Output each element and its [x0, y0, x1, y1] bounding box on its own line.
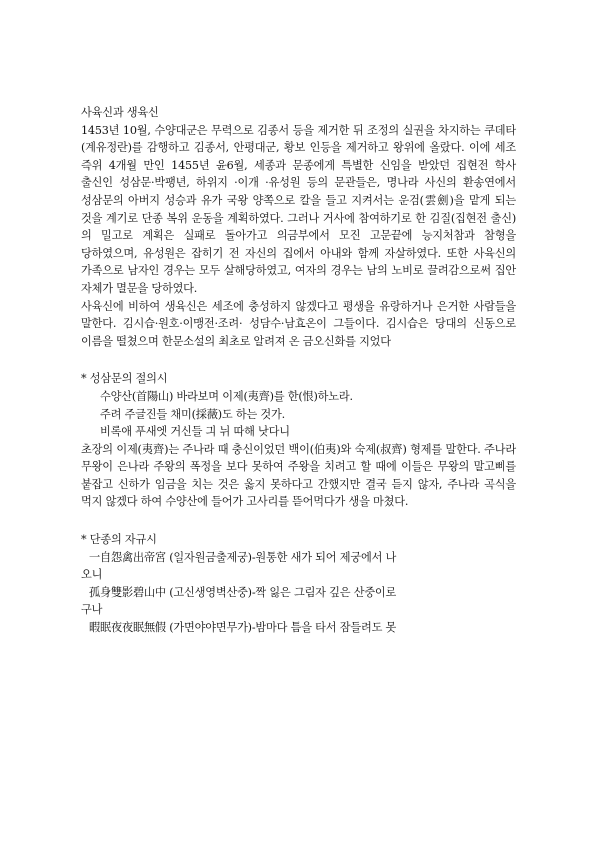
- document-title: 사육신과 생육신: [81, 106, 159, 119]
- poem-line-1: 수양산(首陽山) 바라보며 이제(夷齊)를 한(恨)하노라.: [100, 389, 353, 403]
- paragraph-sayuksin: 1453년 10월, 수양대군은 무력으로 김종서 등을 제거한 뒤 조정의 실권을 차지하는 쿠데타(계유정란)를 감행하고 김종서, 안평대군, 황보 인등을 제거하고 왕위에 올랐다. 이에 세조 즉위 4개월 만인 1455년 윤6월, 세종과 문종에게 특별한 신임을 받았던 집현전 학사 출신인 성삼문·박팽년, 하위지 ·이개 ·유성원 등의 문관들은, 명나라 사신의 환송연에서 성삼문의 아버지 성승과 유가 국왕 양쪽으로 칼을 들고 지켜서는 운검(雲劍)을 맡게 되는 것을 계기로 단종 복위 운동을 계획하였다. 그러나 거사에 참여하기로 한 김질(집현전 출신)의 밀고로 계획은 실패로 돌아가고 의금부에서 모진 고문끝에 능지처참과 참형을 당하였으며, 유성원은 잡히기 전 자신의 집에서 아내와 함께 자살하였다. 또한 사육신의 가족으로 남자인 경우는 모두 살해당하였고, 여자의 경우는 남의 노비로 끌려감으로써 집안 자체가 멸문을 당하였다.: [81, 123, 516, 295]
- poem-explanation: 초장의 이제(夷齊)는 주나라 때 충신이었던 백이(伯夷)와 숙제(叔齊) 형제를 말한다. 주나라 무왕이 은나라 주왕의 폭정을 보다 못하여 주왕을 치려고 할 때에 이들은 무왕의 말고삐를 붙잡고 신하가 임금을 치는 것은 옳지 못하다고 간했지만 결국 듣지 않자, 주나라 곡식을 먹지 않겠다 하여 수양산에 들어가 고사리를 뜯어먹다가 생을 마쳤다.: [81, 442, 516, 509]
- document-page: [81, 104, 516, 637]
- section-title-seongsammun: * 성삼문의 절의시: [81, 372, 168, 386]
- verse-1: 一自怨禽出帝宮 (일자원금출제궁)-원통한 새가 되어 제궁에서 나: [89, 550, 397, 564]
- spacer: [81, 350, 516, 370]
- spacer: [81, 511, 516, 531]
- poem-line-3: 비록애 푸새엣 거신들 긔 뉘 따해 낫다니: [100, 425, 290, 439]
- verse-3: 暇眠夜夜眠無假 (가면야야면무가)-밤마다 틈을 타서 잠들려도 못: [89, 621, 397, 635]
- verse-2-continuation: 구나: [81, 603, 103, 617]
- section-title-danjong: * 단종의 자규시: [81, 533, 157, 547]
- poem-line-2: 주려 주글진들 채미(採薇)도 하는 것가.: [100, 407, 285, 421]
- verse-1-continuation: 오니: [81, 568, 103, 582]
- paragraph-saengyuksin: 사육신에 비하여 생육신은 세조에 충성하지 않겠다고 평생을 유랑하거나 은거한 사람들을 말한다. 김시습·원호·이맹전·조려· 성담수·남효온이 그들이다. 김시습은 당대의 신동으로 이름을 떨쳤으며 한문소설의 최초로 알려져 온 금오신화를 지었다: [81, 299, 516, 348]
- verse-2: 孤身雙影碧山中 (고신생영벽산중)-짝 잃은 그림자 깊은 산중이로: [89, 585, 397, 599]
